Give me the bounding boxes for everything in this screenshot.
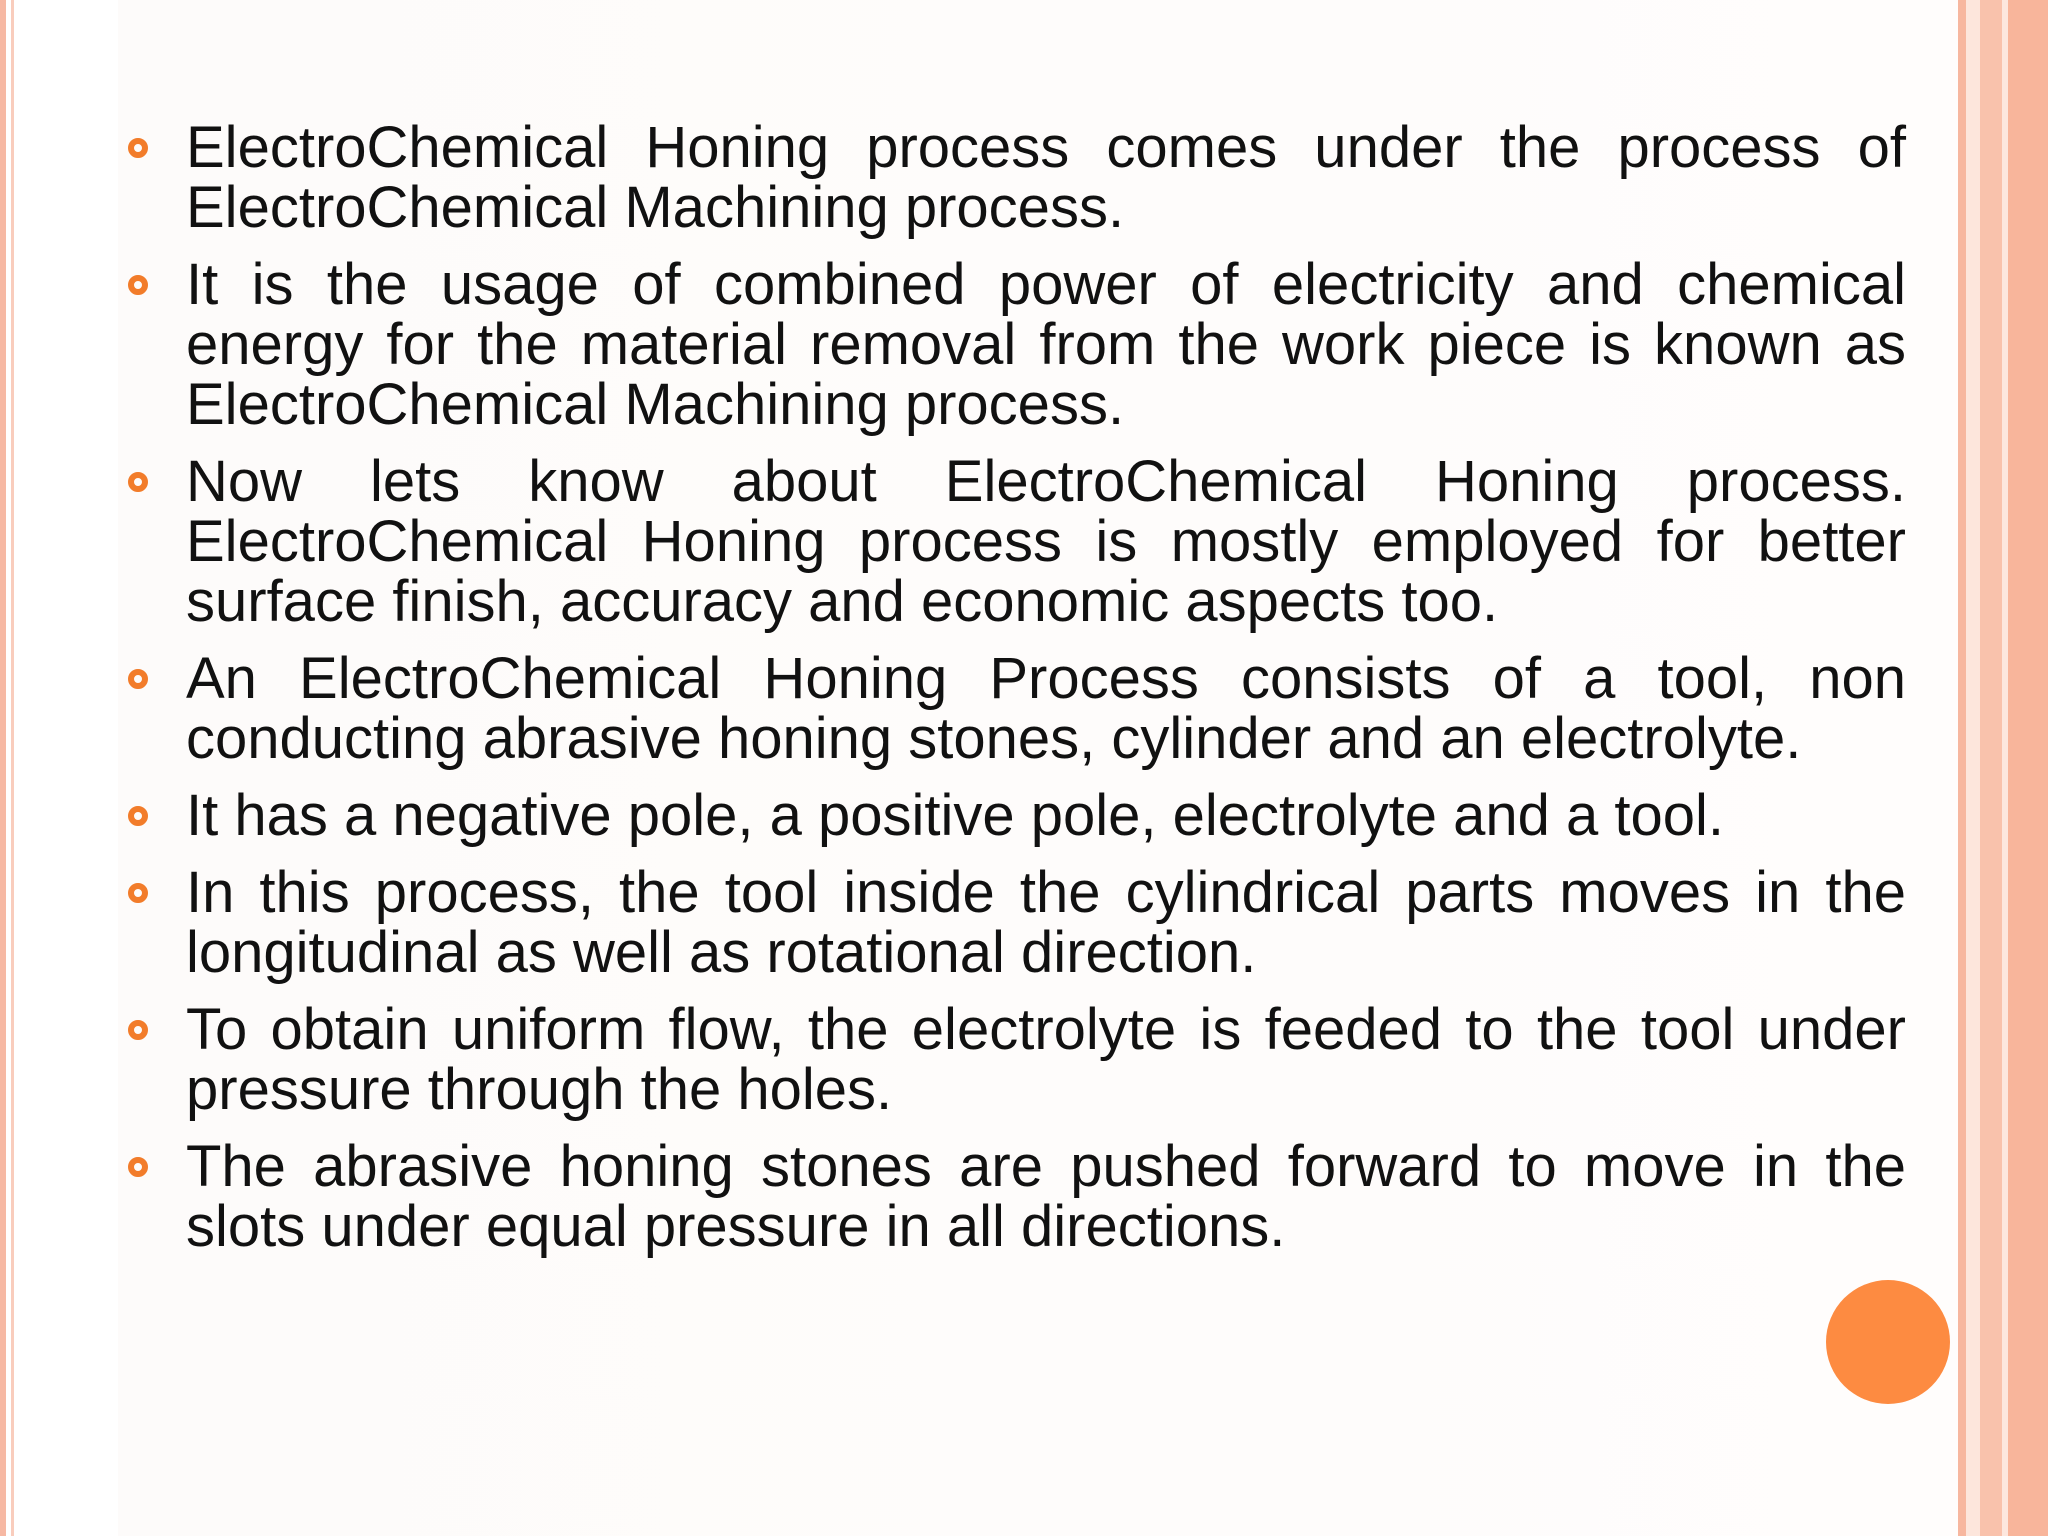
bullet-item	[186, 646, 1906, 771]
orange-circle-decoration	[1826, 1280, 1950, 1404]
bullet-item	[186, 783, 1906, 848]
bullet-text: In this process, the tool inside the cylindrical parts moves in the longitudinal as well as rotational direction.	[186, 860, 1906, 985]
ring-bullet-icon	[128, 1157, 148, 1177]
bullet-item	[186, 449, 1906, 634]
ring-bullet-icon	[128, 883, 148, 903]
ring-bullet-icon	[128, 1020, 148, 1040]
bullet-text: An ElectroChemical Honing Process consists of a tool, non conducting abrasive honing stones, cylinder and an electrolyte.	[186, 646, 1906, 771]
bullet-item	[186, 1134, 1906, 1259]
ring-bullet-icon	[128, 806, 148, 826]
bullet-item	[186, 860, 1906, 985]
bullet-text: Now lets know about ElectroChemical Honing process. ElectroChemical Honing process is mostly employed for better surface finish, accuracy and economic aspects too.	[186, 449, 1906, 634]
ring-bullet-icon	[128, 669, 148, 689]
bullet-text: The abrasive honing stones are pushed forward to move in the slots under equal pressure in all directions.	[186, 1134, 1906, 1259]
ring-bullet-icon	[128, 275, 148, 295]
bullet-item	[186, 997, 1906, 1122]
bullet-text: It has a negative pole, a positive pole, electrolyte and a tool.	[186, 783, 1724, 848]
bullet-text: It is the usage of combined power of electricity and chemical energy for the material removal from the work piece is known as ElectroChemical Machining process.	[186, 252, 1906, 437]
bullet-item	[186, 252, 1906, 437]
bullet-list	[0, 115, 2048, 1274]
ring-bullet-icon	[128, 138, 148, 158]
bullet-text: To obtain uniform flow, the electrolyte is feeded to the tool under pressure through the holes.	[186, 997, 1906, 1122]
bullet-text: ElectroChemical Honing process comes under the process of ElectroChemical Machining process.	[186, 115, 1906, 240]
ring-bullet-icon	[128, 472, 148, 492]
bullet-item	[186, 115, 1906, 240]
